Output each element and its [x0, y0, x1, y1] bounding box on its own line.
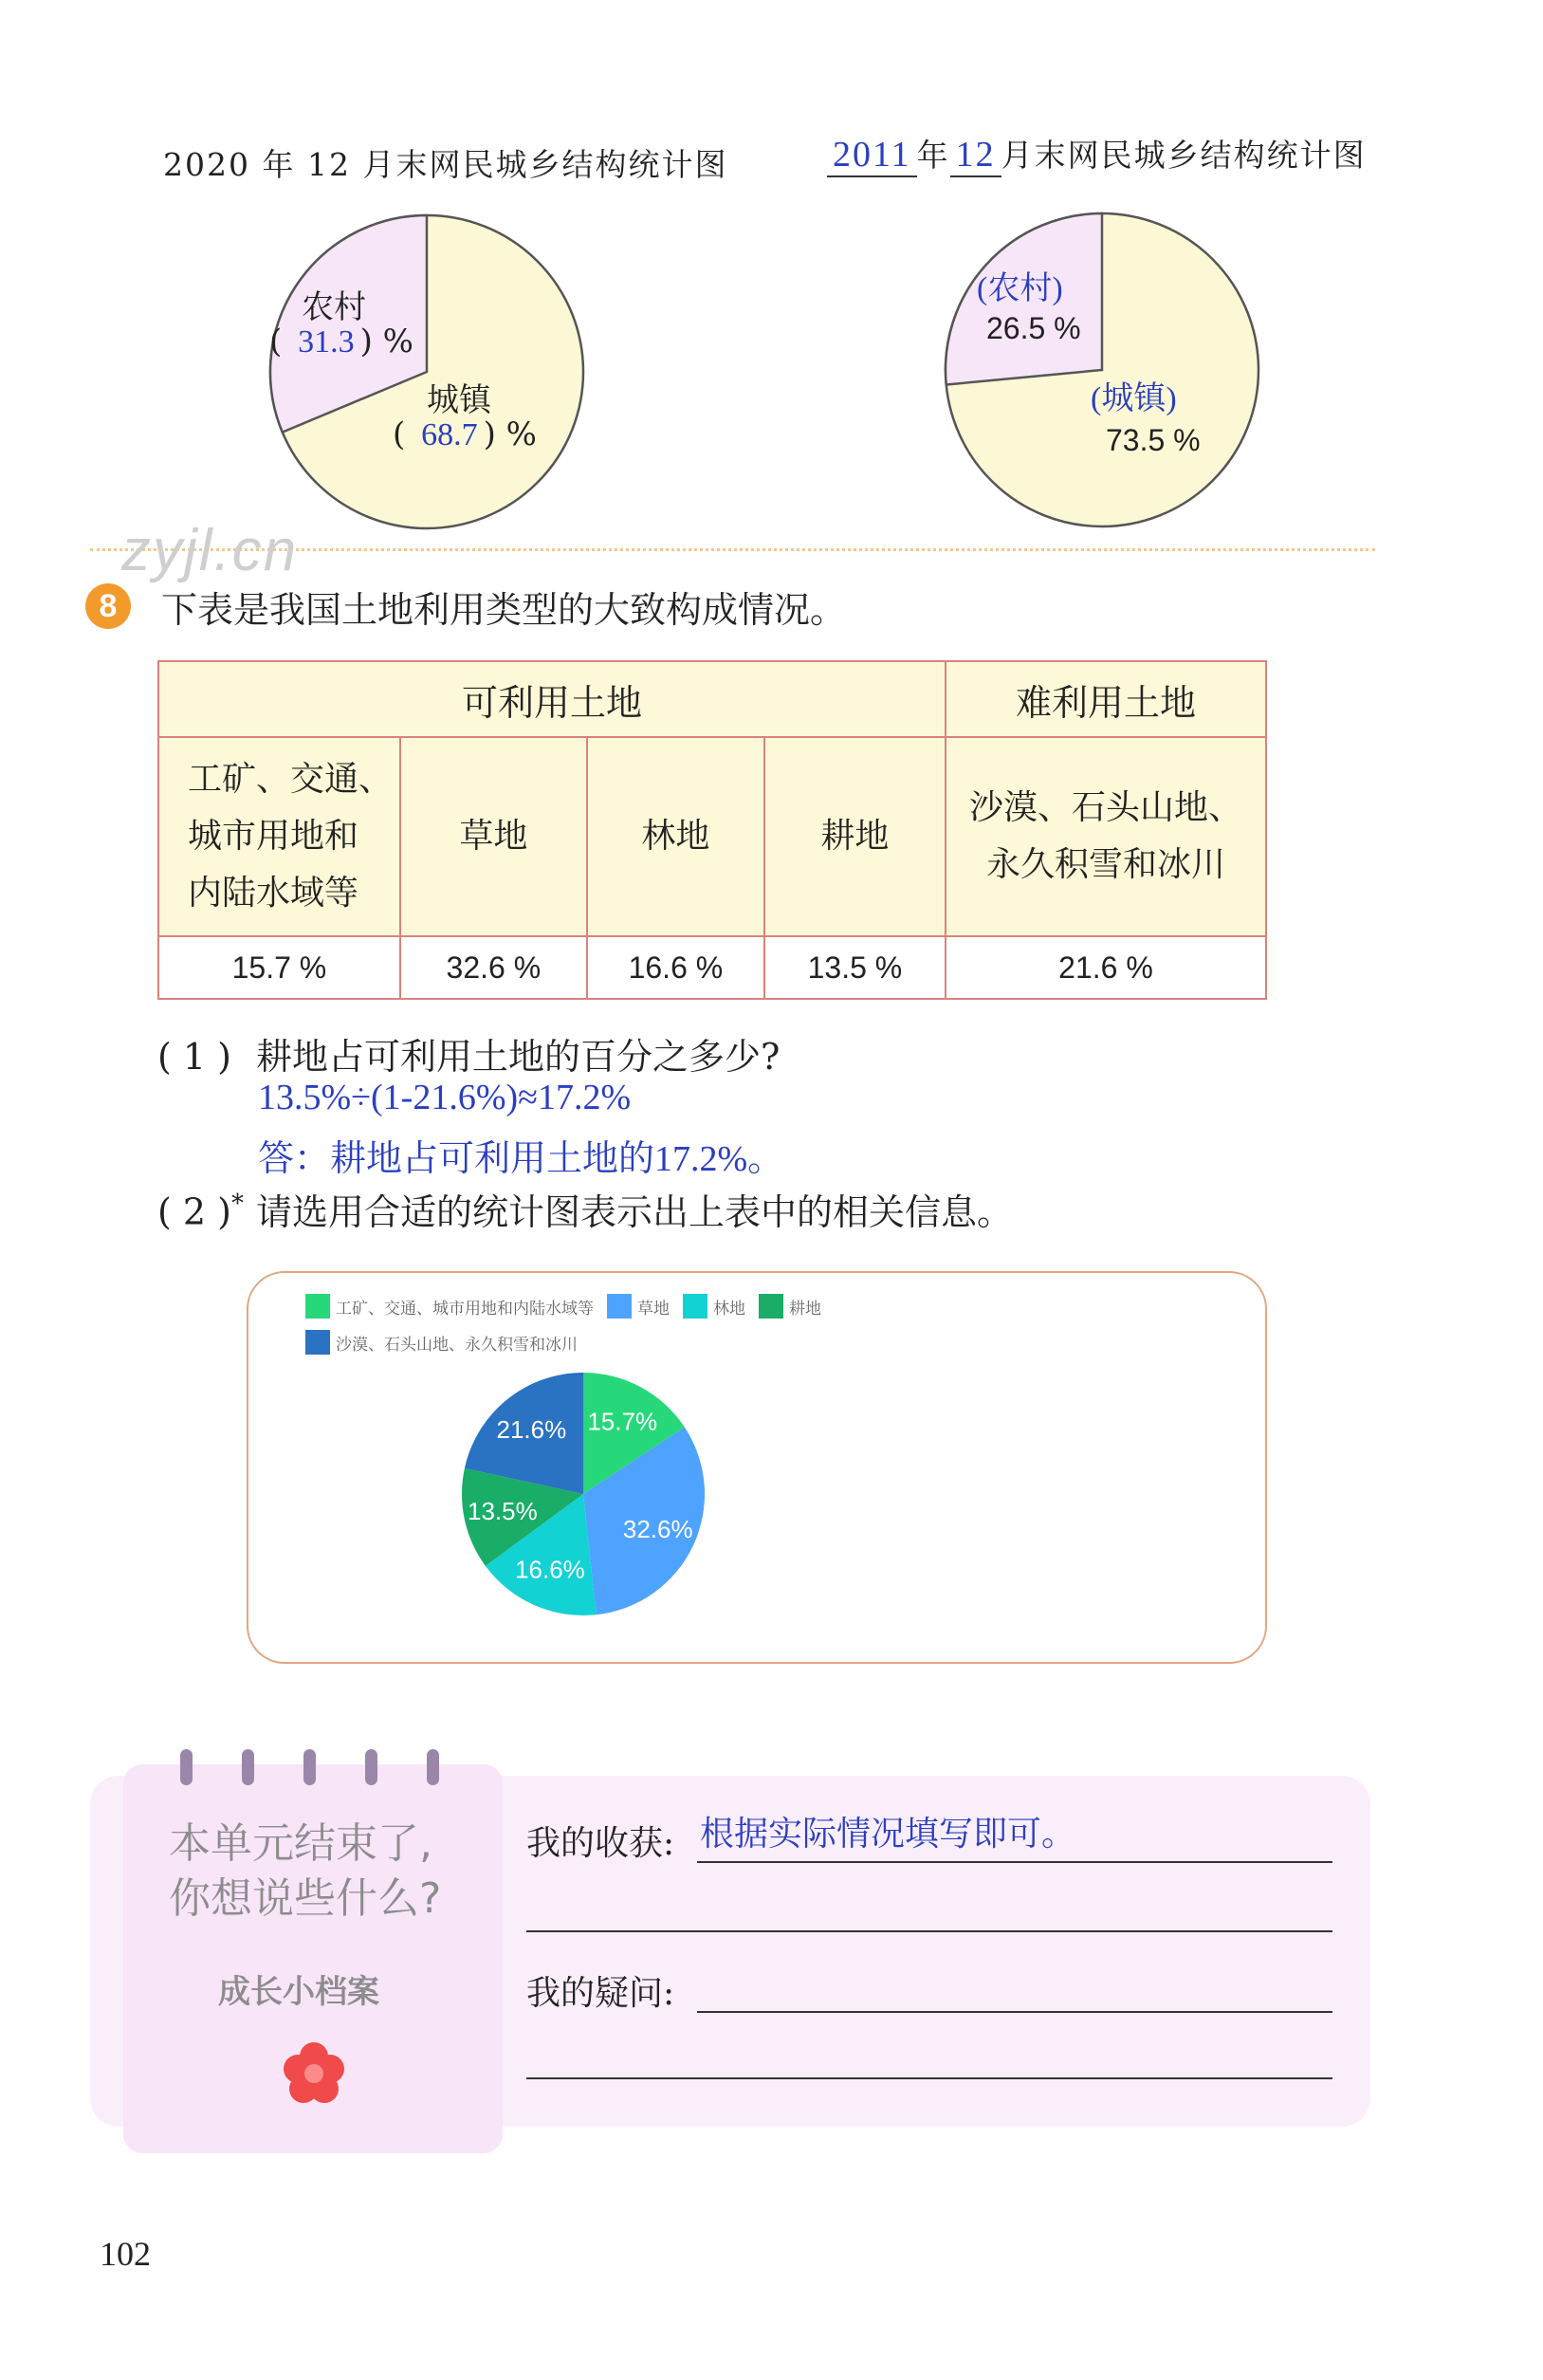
legend-item [683, 1294, 745, 1319]
subquestion-1-calc: 13.5%÷(1-21.6%)≈17.2% [258, 1078, 632, 1117]
right-pie-rural-label: (农村) [977, 271, 1063, 306]
pie-slice-label: 21.6% [496, 1415, 567, 1445]
right-pie-year: 2011 [827, 134, 917, 177]
category-line: 城市用地和 [188, 817, 359, 856]
subquestion-1-number: ( 1 ) [157, 1036, 231, 1078]
panel-subtitle: 成长小档案 [218, 1973, 379, 2011]
left-pie-chart [266, 211, 588, 533]
left-pie-rural-open: ( [269, 323, 283, 360]
pie-slice-label: 16.6% [515, 1555, 585, 1584]
right-pie-title [827, 131, 1367, 177]
left-pie-rural-close: ) % [359, 323, 413, 360]
subquestion-1-answer: 答：耕地占可利用土地的17.2%。 [258, 1139, 784, 1179]
notebook-ring [303, 1749, 316, 1785]
legend-swatch [607, 1294, 632, 1319]
flower-icon [280, 2039, 348, 2108]
notebook-ring [180, 1749, 193, 1785]
category-grassland: 草地 [400, 737, 587, 936]
subquestion-1 [157, 1027, 780, 1079]
legend-swatch [759, 1294, 783, 1319]
left-pie-urban-label: 城镇 [427, 381, 491, 419]
notebook-ring [365, 1749, 377, 1785]
legend-label: 工矿、交通、城市用地和内陆水域等 [336, 1299, 594, 1318]
answer-pie-chart [446, 1366, 730, 1632]
left-pie-urban-value-group [393, 415, 537, 453]
left-pie-title: 2020 年 12 月末网民城乡结构统计图 [163, 146, 728, 183]
pie-slice-label: 15.7% [587, 1407, 658, 1436]
gain-answer: 根据实际情况填写即可。 [700, 1815, 1076, 1853]
legend-swatch [305, 1330, 330, 1355]
legend-label: 草地 [637, 1299, 670, 1318]
left-pie-rural-value: 31.3 [298, 324, 355, 360]
right-pie-chart [941, 209, 1263, 531]
value-cell: 32.6 % [400, 936, 587, 999]
gain-line-2 [526, 1930, 1332, 1932]
right-pie-rural-value: 26.5 % [986, 311, 1081, 345]
legend-item [305, 1294, 594, 1319]
value-cell: 21.6 % [946, 936, 1266, 999]
subquestion-2-text: 请选用合适的统计图表示出上表中的相关信息。 [256, 1191, 1014, 1233]
watermark: zyjl.cn [121, 518, 299, 583]
panel-title-line: 本单元结束了, [169, 1819, 432, 1868]
subquestion-2-number-group [157, 1190, 256, 1233]
legend-label: 耕地 [789, 1299, 821, 1318]
panel-title-line: 你想说些什么? [169, 1874, 442, 1923]
land-use-table [157, 660, 1267, 1000]
right-pie-month: 12 [950, 134, 1001, 177]
question-label: 我的疑问: [526, 1974, 675, 2013]
category-forest: 林地 [587, 737, 764, 936]
value-cell: 13.5 % [764, 936, 946, 999]
pie-slice-label: 32.6% [622, 1515, 693, 1544]
legend-item [305, 1330, 578, 1355]
left-pie-rural-value-group [269, 323, 413, 360]
right-pie-title-rest: 月末网民城乡结构统计图 [1001, 137, 1367, 174]
legend-item [607, 1294, 670, 1319]
page-number: 102 [100, 2235, 151, 2273]
panel-title [169, 1817, 441, 1927]
usable-land-header: 可利用土地 [158, 661, 946, 737]
left-pie-rural-label: 农村 [302, 288, 366, 326]
category-line: 工矿、交通、 [188, 760, 394, 799]
category-line: 内陆水域等 [188, 874, 359, 913]
legend-label: 沙漠、石头山地、永久积雪和冰川 [336, 1335, 578, 1354]
category-line: 永久积雪和冰川 [985, 845, 1225, 884]
notebook-rings [180, 1749, 439, 1785]
right-pie-year-unit: 年 [916, 137, 950, 174]
category-line: 耕地 [820, 817, 890, 856]
question-text: 下表是我国土地利用类型的大致构成情况。 [161, 589, 847, 631]
subquestion-1-text: 耕地占可利用土地的百分之多少? [256, 1036, 781, 1078]
legend-label: 林地 [713, 1299, 745, 1318]
unusable-land-header: 难利用土地 [946, 661, 1266, 737]
gain-line [697, 1861, 1332, 1863]
right-pie-urban-label: (城镇) [1091, 381, 1177, 416]
category-line: 沙漠、石头山地、 [968, 788, 1242, 827]
question-line [697, 2011, 1332, 2013]
left-pie-urban-close: ) % [483, 415, 537, 453]
category-desert [946, 737, 1266, 936]
notebook-ring [427, 1749, 439, 1785]
category-farmland [764, 737, 946, 936]
category-industrial [158, 737, 400, 936]
right-pie-urban-value: 73.5 % [1106, 423, 1201, 457]
value-cell: 16.6 % [587, 936, 764, 999]
legend-item [759, 1294, 821, 1319]
subquestion-2 [157, 1183, 1013, 1235]
subquestion-2-star: * [231, 1190, 244, 1219]
chart-legend [305, 1294, 969, 1355]
question-number-badge: 8 [85, 583, 131, 629]
pie-slice-label: 13.5% [468, 1497, 538, 1526]
left-pie-urban-value: 68.7 [421, 417, 478, 452]
subquestion-2-number: ( 2 ) [157, 1191, 231, 1233]
legend-swatch [683, 1294, 707, 1319]
notebook-ring [242, 1749, 254, 1785]
question-line-2 [526, 2077, 1332, 2079]
legend-swatch [305, 1294, 330, 1319]
left-pie-urban-open: ( [393, 415, 406, 453]
value-cell: 15.7 % [158, 936, 400, 999]
gain-label: 我的收获: [526, 1824, 675, 1863]
